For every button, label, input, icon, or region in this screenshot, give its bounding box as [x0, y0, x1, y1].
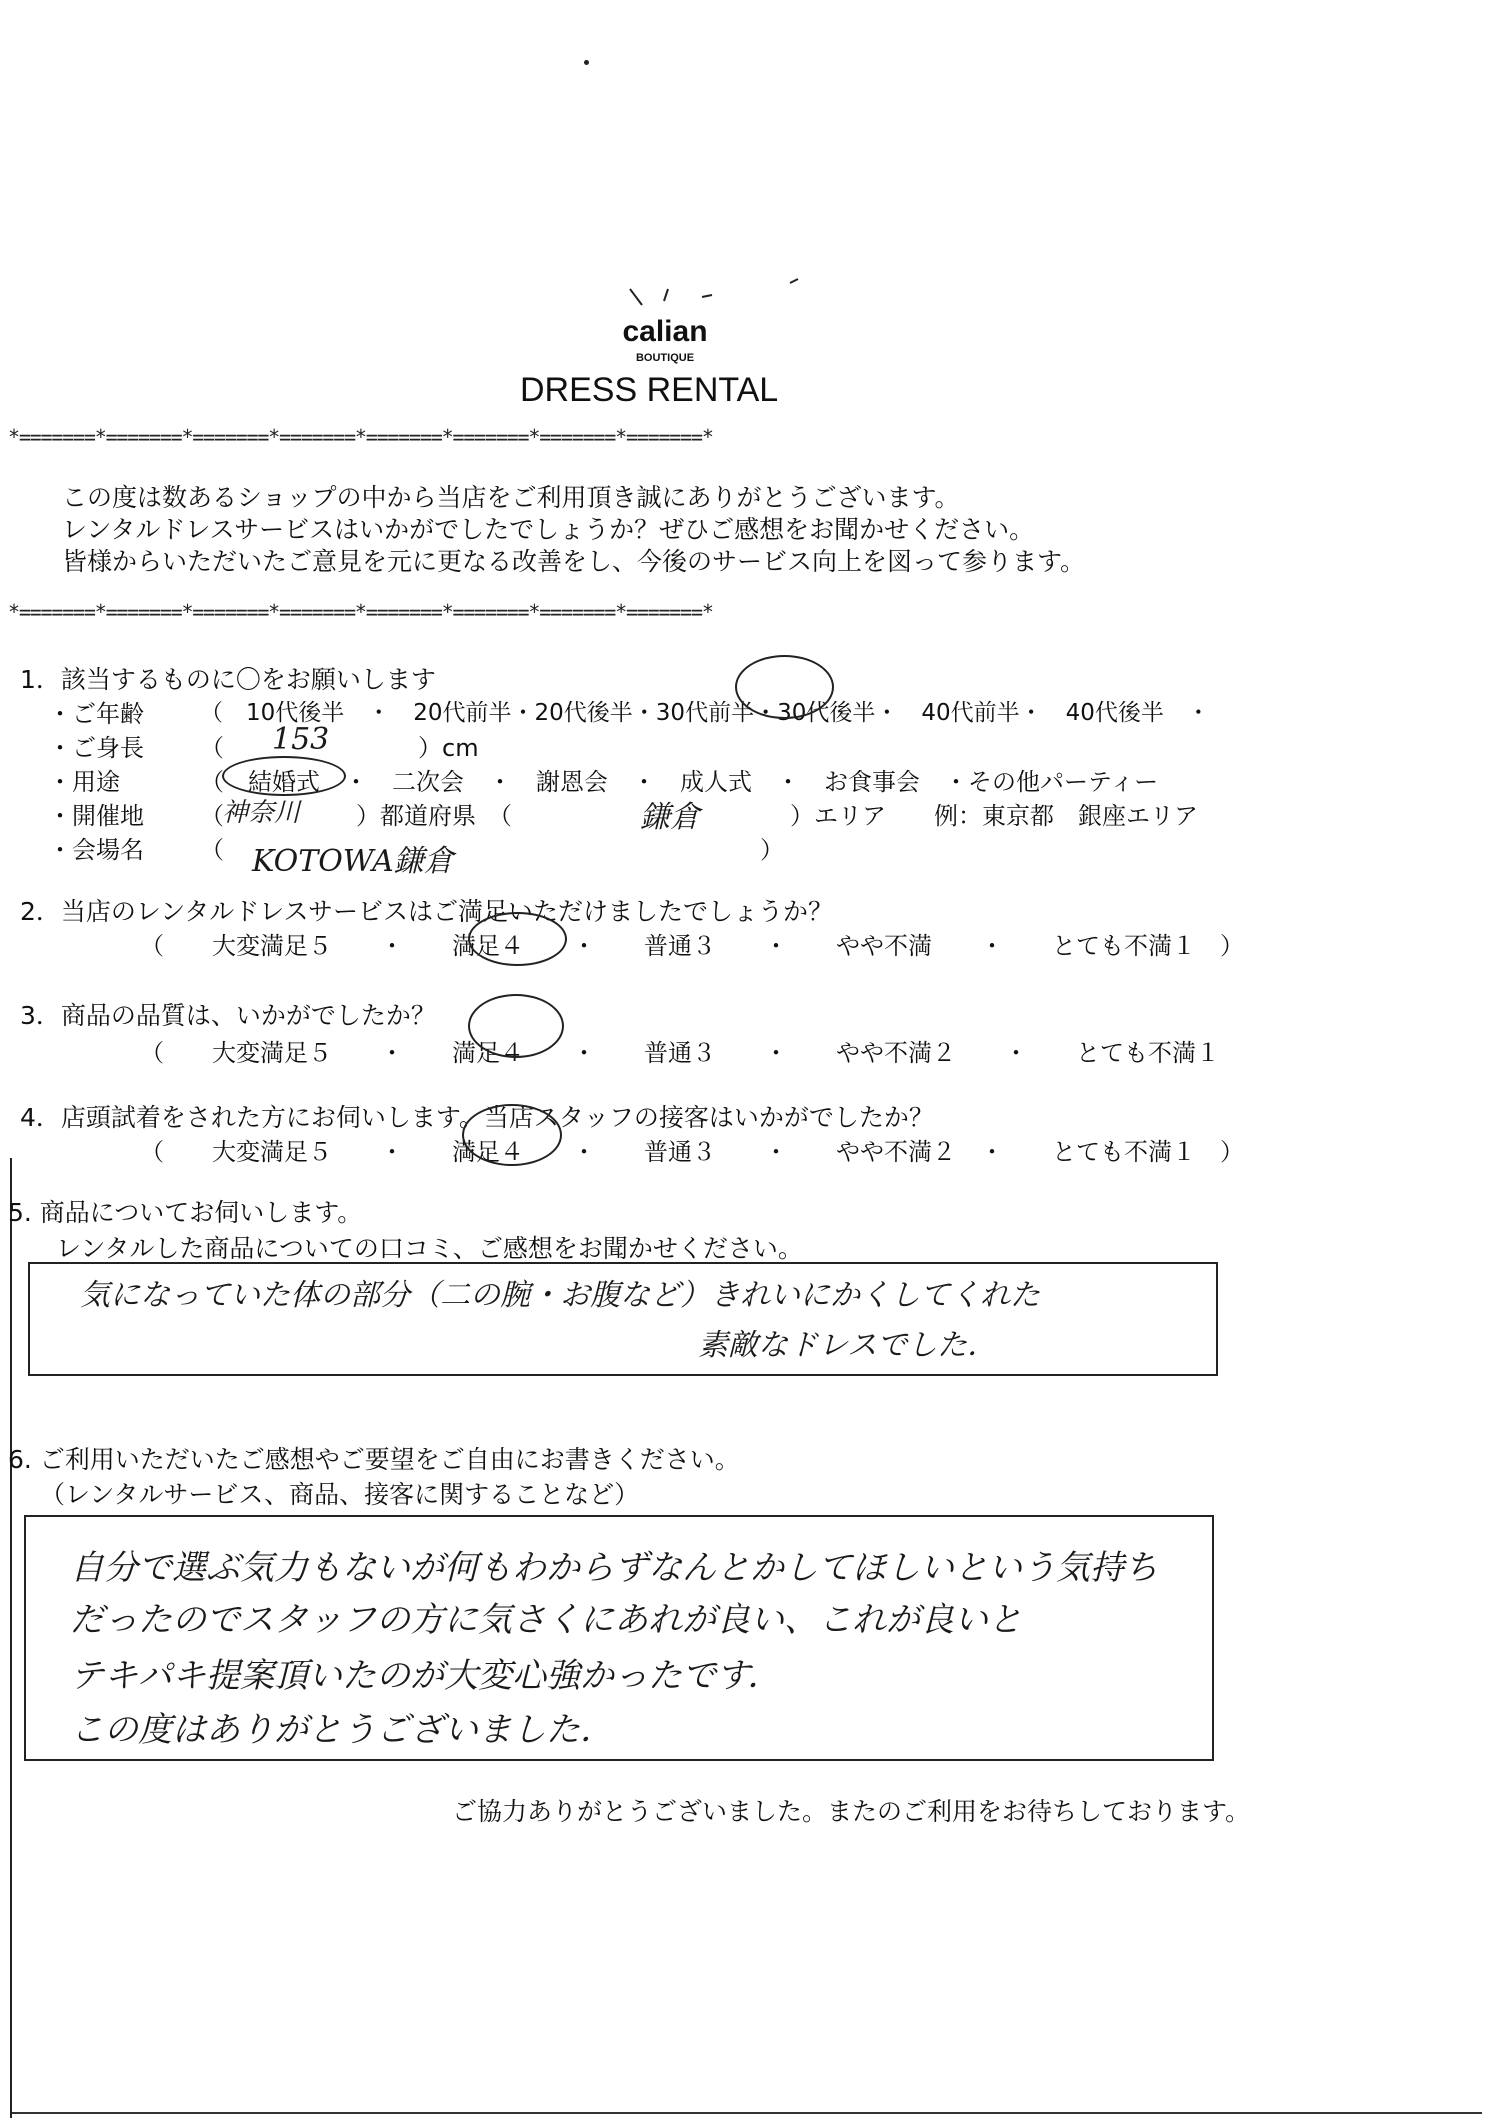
q6-answer-line-1: 自分で選ぶ気力もないが何もわからずなんとかしてほしいという気持ち — [70, 1548, 1158, 1588]
scan-speck — [584, 60, 589, 65]
q4-title: 4．店頭試着をされた方にお伺いします。当店スタッフの接客はいかがでしたか？ — [20, 1103, 934, 1132]
page-title: DRESS RENTAL — [520, 371, 779, 409]
q5-answer-line-1: 気になっていた体の部分（二の腕・お腹など）きれいにかくしてくれた — [80, 1278, 1040, 1313]
q1-purpose-selection-circle — [222, 756, 346, 796]
q6-title: 6. ご利用いただいたご感想やご要望をご自由にお書きください。 — [8, 1445, 740, 1474]
q4-options: （ 大変満足５ ・ 満足４ ・ 普通３ ・ やや不満２ ・ とても不満１ ） — [140, 1138, 1244, 1166]
q3-title: 3．商品の品質は、いかがでしたか？ — [20, 1001, 436, 1030]
q1-age-selection-circle — [735, 655, 834, 719]
q1-area-value: 鎌倉 — [640, 800, 700, 835]
q4-selection-circle — [462, 1104, 562, 1166]
q3-options: （ 大変満足５ ・ 満足４ ・ 普通３ ・ やや不満２ ・ とても不満１ — [140, 1039, 1220, 1067]
left-margin-line — [10, 1158, 12, 2118]
q1-height-open: （ — [200, 734, 224, 762]
q6-subtitle: （レンタルサービス、商品、接客に関することなど） — [40, 1480, 640, 1509]
q5-subtitle: レンタルした商品についての口コミ、ご感想をお聞かせください。 — [56, 1234, 803, 1263]
q5-title: 5. 商品についてお伺いします。 — [8, 1198, 363, 1227]
q1-height-label: ・ご身長 — [48, 734, 144, 762]
q1-prefecture-suffix: ）都道府県 （ — [356, 802, 512, 830]
q6-answer-line-2: だったのでスタッフの方に気さくにあれが良い、これが良いと — [70, 1600, 1022, 1640]
q1-age-label: ・ご年齢 — [48, 700, 144, 728]
q1-prefecture-value: 神奈川 — [222, 798, 301, 828]
q1-height-close: ）cm — [418, 734, 479, 762]
intro-line-3: 皆様からいただいたご意見を元に更なる改善をし、今後のサービス向上を図って参ります。 — [62, 547, 1086, 576]
q3-selection-circle — [468, 994, 564, 1058]
q2-options: （ 大変満足５ ・ 満足４ ・ 普通３ ・ やや不満 ・ とても不満１ ） — [140, 932, 1244, 960]
divider-middle: *=======*=======*=======*=======*=======*=======*=======*=======* — [8, 600, 713, 624]
footer-thanks: ご協力ありがとうございました。またのご利用をお待ちしております。 — [452, 1797, 1251, 1826]
q1-purpose-options: （ 結婚式 ・ 二次会 ・ 謝恩会 ・ 成人式 ・ お食事会 ・その他パーティー — [200, 768, 1159, 796]
q2-title: 2．当店のレンタルドレスサービスはご満足いただけましたでしょうか？ — [20, 897, 834, 926]
divider-top: *=======*=======*=======*=======*=======*=======*=======*=======* — [8, 425, 713, 449]
q1-location-open: （ — [200, 802, 224, 830]
q1-title: 1．該当するものに〇をお願いします — [20, 665, 436, 694]
q1-venue-close: ） — [760, 836, 784, 864]
q2-selection-circle — [468, 912, 567, 966]
q1-venue-value: KOTOWA鎌倉 — [252, 844, 454, 879]
q1-venue-open: （ — [200, 836, 224, 864]
q1-area-suffix: ）エリア 例：東京都 銀座エリア — [790, 802, 1198, 830]
q1-venue-label: ・会場名 — [48, 836, 144, 864]
q6-answer-line-4: この度はありがとうございました． — [70, 1710, 614, 1750]
q1-location-label: ・開催地 — [48, 802, 144, 830]
q1-purpose-label: ・用途 — [48, 768, 120, 796]
intro-line-2: レンタルドレスサービスはいかがでしたでしょうか？ぜひご感想をお聞かせください。 — [62, 515, 1035, 544]
q1-age-options: （ 10代後半 ・ 20代前半・20代後半・30代前半・30代後半・ 40代前半・ 40代後半 ・ — [200, 700, 1210, 726]
intro-line-1: この度は数あるショップの中から当店をご利用頂き誠にありがとうございます。 — [62, 483, 960, 512]
q6-answer-line-3: テキパキ提案頂いたのが大変心強かったです． — [70, 1656, 782, 1696]
brand-subtitle: BOUTIQUE — [635, 352, 695, 364]
q1-height-value: 153 — [272, 722, 330, 757]
bottom-rule — [12, 2112, 1482, 2114]
q5-answer-line-2: 素敵なドレスでした． — [698, 1328, 998, 1363]
brand-logo: calian — [622, 315, 708, 348]
